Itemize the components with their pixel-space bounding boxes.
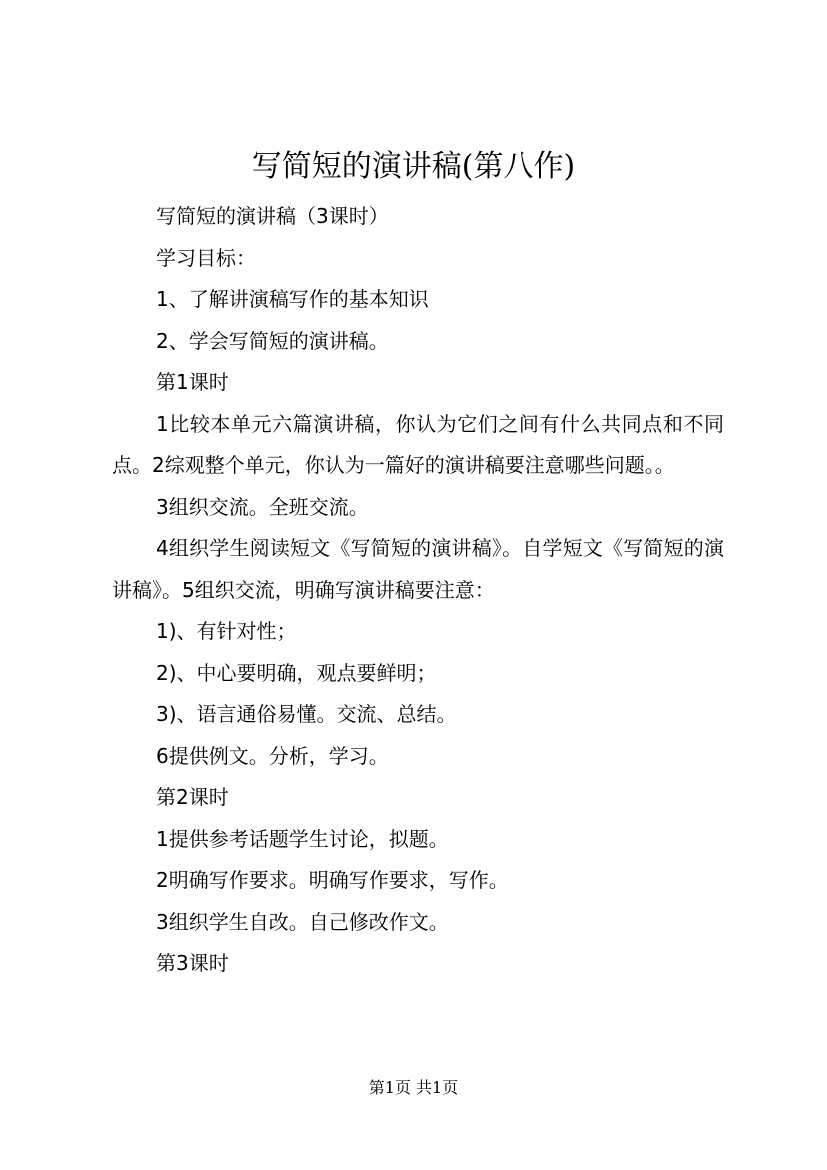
paragraph: 3组织交流。全班交流。 (156, 494, 369, 519)
paragraph: 第1课时 (156, 370, 229, 394)
paragraph: 2明确写作要求。明确写作要求，写作。 (156, 868, 509, 892)
paragraph: 1提供参考话题学生讨论，拟题。 (156, 826, 449, 851)
paragraph: 第2课时 (156, 785, 229, 809)
paragraph: 1比较本单元六篇演讲稿，你认为它们之间有什么共同点和不同点。2综观整个单元，你认为一篇好的演讲稿要注意哪些问题。。 (112, 411, 724, 477)
paragraph: 4组织学生阅读短文《写简短的演讲稿》。自学短文《写简短的演讲稿》。5组织交流，明确写演讲稿要注意： (112, 536, 724, 602)
page-footer: 第1页 共1页 (368, 1078, 459, 1097)
paragraph: 2、学会写简短的演讲稿。 (156, 328, 389, 353)
paragraph: 学习目标： (156, 245, 256, 270)
paragraph: 第3课时 (156, 951, 229, 975)
paragraph: 6提供例文。分析，学习。 (156, 743, 389, 768)
document-title: 写简短的演讲稿(第八作) (251, 149, 576, 184)
paragraph: 1)、有针对性； (156, 619, 297, 643)
paragraph: 1、了解讲演稿写作的基本知识 (156, 287, 429, 311)
paragraph: 3)、语言通俗易懂。交流、总结。 (156, 702, 457, 726)
paragraph: 写简短的演讲稿（3课时） (156, 204, 389, 228)
paragraph: 3组织学生自改。自己修改作文。 (156, 909, 449, 934)
paragraph: 2)、中心要明确，观点要鲜明； (156, 660, 437, 685)
document-body (112, 196, 724, 985)
